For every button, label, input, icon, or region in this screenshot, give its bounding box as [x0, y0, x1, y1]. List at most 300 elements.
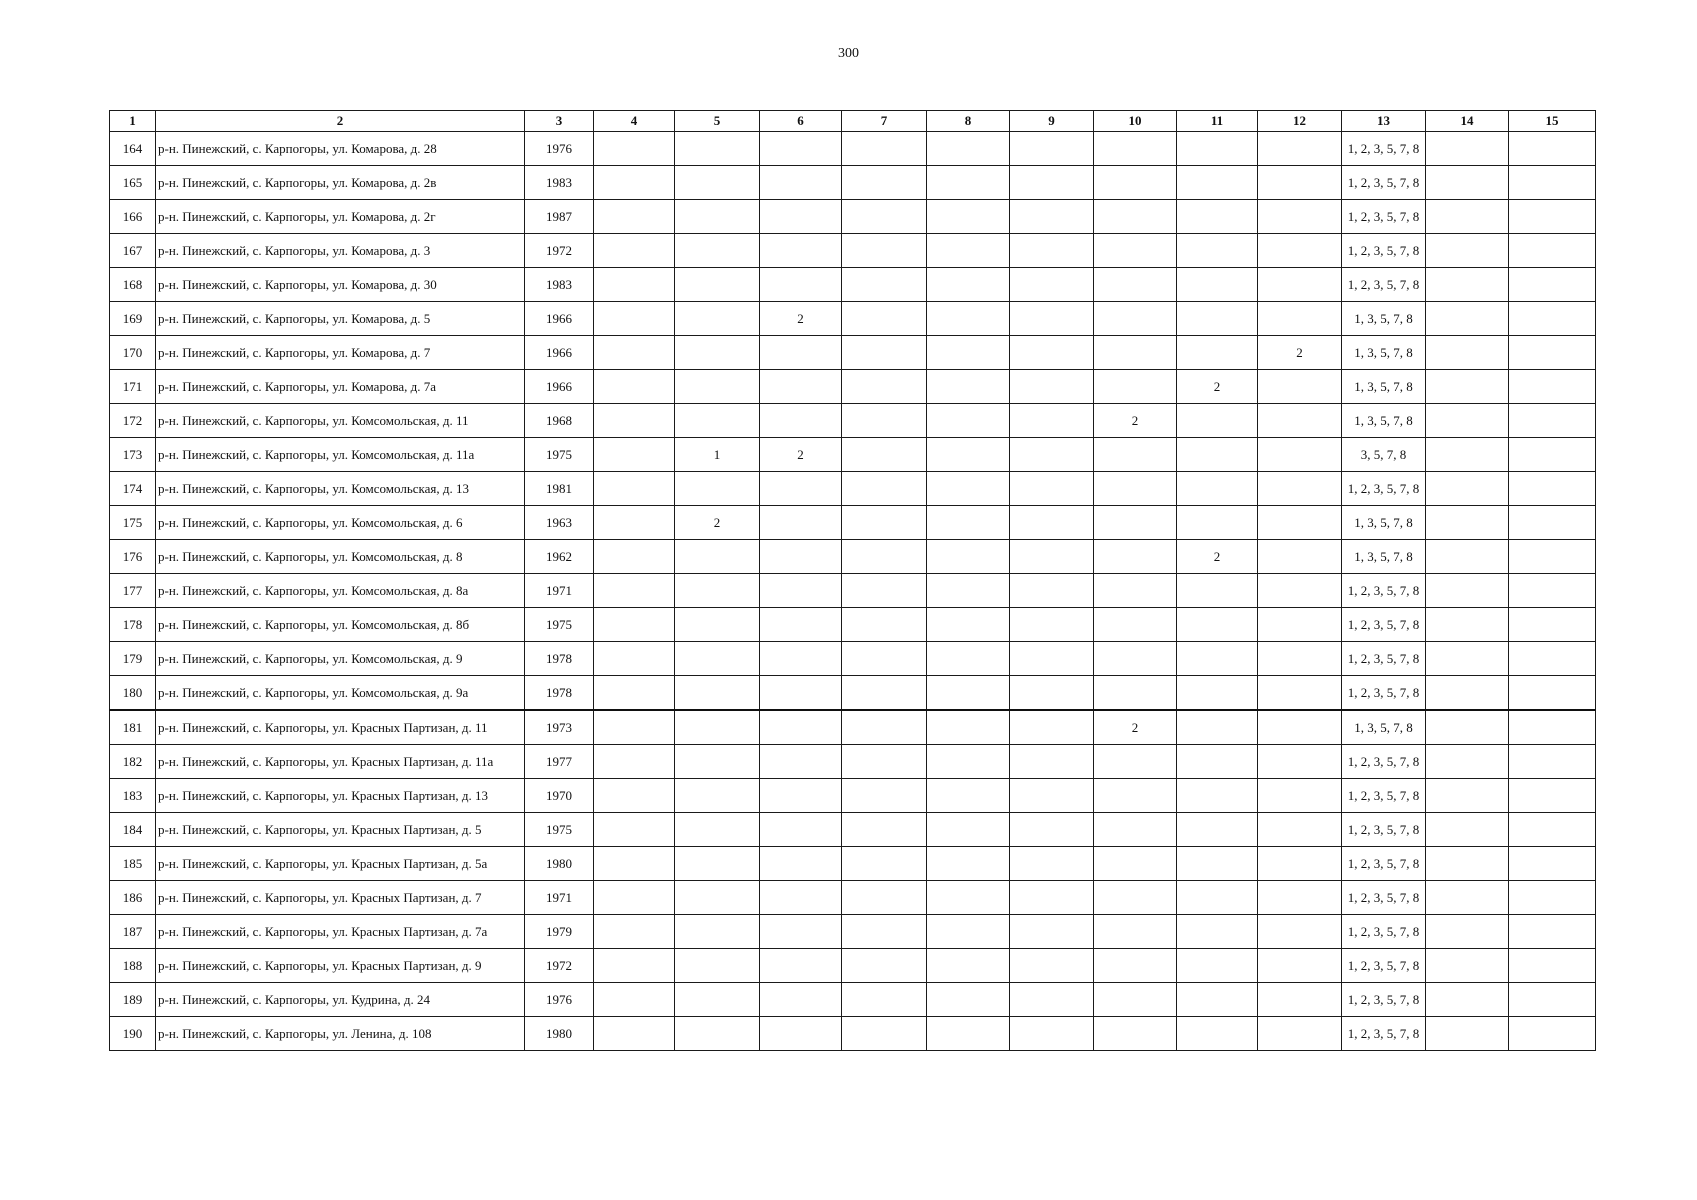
value-cell: [1426, 166, 1509, 200]
year-cell: 1970: [525, 779, 594, 813]
value-cell: [760, 200, 842, 234]
codes-cell: 1, 2, 3, 5, 7, 8: [1342, 881, 1426, 915]
value-cell: [1177, 438, 1258, 472]
address-cell: р-н. Пинежский, с. Карпогоры, ул. Комарова, д. 30: [156, 268, 525, 302]
value-cell: [1010, 132, 1094, 166]
address-cell: р-н. Пинежский, с. Карпогоры, ул. Красных Партизан, д. 11: [156, 710, 525, 745]
value-cell: [1177, 336, 1258, 370]
value-cell: [842, 608, 927, 642]
value-cell: [1509, 676, 1596, 711]
value-cell: [1010, 472, 1094, 506]
value-cell: [1426, 438, 1509, 472]
value-cell: [1177, 881, 1258, 915]
value-cell: [1094, 438, 1177, 472]
value-cell: [927, 336, 1010, 370]
value-cell: [594, 370, 675, 404]
value-cell: [1258, 540, 1342, 574]
value-cell: [594, 132, 675, 166]
row-number-cell: 175: [110, 506, 156, 540]
value-cell: [1010, 540, 1094, 574]
value-cell: [760, 472, 842, 506]
value-cell: [1258, 915, 1342, 949]
value-cell: [1426, 472, 1509, 506]
value-cell: [1509, 745, 1596, 779]
value-cell: [927, 540, 1010, 574]
value-cell: [594, 302, 675, 336]
value-cell: [594, 813, 675, 847]
row-number-cell: 190: [110, 1017, 156, 1051]
value-cell: [594, 268, 675, 302]
value-cell: [1094, 847, 1177, 881]
value-cell: [927, 949, 1010, 983]
value-cell: [1509, 983, 1596, 1017]
table-row: [110, 642, 1596, 676]
value-cell: [1509, 540, 1596, 574]
value-cell: [1426, 540, 1509, 574]
value-cell: [1177, 574, 1258, 608]
codes-cell: 1, 3, 5, 7, 8: [1342, 370, 1426, 404]
value-cell: [1258, 302, 1342, 336]
table-row: [110, 336, 1596, 370]
table-row: [110, 132, 1596, 166]
year-cell: 1976: [525, 132, 594, 166]
value-cell: [1010, 370, 1094, 404]
value-cell: [675, 813, 760, 847]
value-cell: [1258, 608, 1342, 642]
value-cell: [1010, 710, 1094, 745]
value-cell: [1094, 608, 1177, 642]
value-cell: [1258, 268, 1342, 302]
table-row: [110, 915, 1596, 949]
value-cell: [675, 574, 760, 608]
year-cell: 1976: [525, 983, 594, 1017]
codes-cell: 1, 2, 3, 5, 7, 8: [1342, 676, 1426, 711]
value-cell: [594, 779, 675, 813]
value-cell: [927, 676, 1010, 711]
table-row: [110, 540, 1596, 574]
value-cell: [1177, 404, 1258, 438]
value-cell: [1010, 608, 1094, 642]
value-cell: [927, 881, 1010, 915]
value-cell: [1094, 302, 1177, 336]
year-cell: 1972: [525, 949, 594, 983]
value-cell: [842, 506, 927, 540]
value-cell: [1094, 949, 1177, 983]
value-cell: [1094, 370, 1177, 404]
value-cell: [927, 472, 1010, 506]
value-cell: [594, 710, 675, 745]
header-row: [110, 111, 1596, 132]
value-cell: [675, 949, 760, 983]
value-cell: [927, 166, 1010, 200]
value-cell: [1177, 949, 1258, 983]
value-cell: [760, 881, 842, 915]
value-cell: [1509, 268, 1596, 302]
row-number-cell: 168: [110, 268, 156, 302]
value-cell: [1426, 268, 1509, 302]
column-header: 6: [760, 111, 842, 132]
value-cell: [1258, 404, 1342, 438]
value-cell: [675, 676, 760, 711]
value-cell: [1010, 983, 1094, 1017]
value-cell: [1258, 813, 1342, 847]
value-cell: [842, 336, 927, 370]
value-cell: [1509, 1017, 1596, 1051]
table-row: [110, 881, 1596, 915]
value-cell: 2: [675, 506, 760, 540]
row-number-cell: 176: [110, 540, 156, 574]
codes-cell: 1, 3, 5, 7, 8: [1342, 404, 1426, 438]
codes-cell: 1, 2, 3, 5, 7, 8: [1342, 983, 1426, 1017]
value-cell: [1177, 200, 1258, 234]
value-cell: [1426, 813, 1509, 847]
year-cell: 1968: [525, 404, 594, 438]
value-cell: [594, 200, 675, 234]
value-cell: [1094, 983, 1177, 1017]
year-cell: 1981: [525, 472, 594, 506]
address-cell: р-н. Пинежский, с. Карпогоры, ул. Комсомольская, д. 9а: [156, 676, 525, 711]
codes-cell: 1, 2, 3, 5, 7, 8: [1342, 234, 1426, 268]
value-cell: 2: [1258, 336, 1342, 370]
value-cell: [1094, 166, 1177, 200]
value-cell: [594, 676, 675, 711]
address-cell: р-н. Пинежский, с. Карпогоры, ул. Комсомольская, д. 9: [156, 642, 525, 676]
value-cell: [760, 847, 842, 881]
value-cell: [760, 574, 842, 608]
value-cell: [675, 472, 760, 506]
value-cell: [1094, 574, 1177, 608]
value-cell: [1177, 915, 1258, 949]
year-cell: 1973: [525, 710, 594, 745]
codes-cell: 1, 2, 3, 5, 7, 8: [1342, 166, 1426, 200]
value-cell: [1094, 336, 1177, 370]
value-cell: [842, 847, 927, 881]
value-cell: [760, 608, 842, 642]
address-cell: р-н. Пинежский, с. Карпогоры, ул. Кудрина, д. 24: [156, 983, 525, 1017]
table-row: [110, 302, 1596, 336]
value-cell: [594, 438, 675, 472]
year-cell: 1980: [525, 1017, 594, 1051]
value-cell: [1426, 404, 1509, 438]
value-cell: [760, 813, 842, 847]
value-cell: [675, 745, 760, 779]
address-cell: р-н. Пинежский, с. Карпогоры, ул. Красных Партизан, д. 5: [156, 813, 525, 847]
value-cell: 2: [1094, 404, 1177, 438]
value-cell: [927, 642, 1010, 676]
value-cell: [760, 779, 842, 813]
year-cell: 1983: [525, 166, 594, 200]
value-cell: [1094, 915, 1177, 949]
value-cell: [842, 268, 927, 302]
row-number-cell: 186: [110, 881, 156, 915]
value-cell: [760, 336, 842, 370]
row-number-cell: 178: [110, 608, 156, 642]
row-number-cell: 169: [110, 302, 156, 336]
column-header: 4: [594, 111, 675, 132]
value-cell: 2: [760, 302, 842, 336]
value-cell: [927, 268, 1010, 302]
value-cell: [760, 676, 842, 711]
value-cell: [1426, 676, 1509, 711]
table-row: [110, 676, 1596, 711]
value-cell: [760, 268, 842, 302]
value-cell: 2: [1177, 540, 1258, 574]
value-cell: [1177, 268, 1258, 302]
value-cell: [760, 234, 842, 268]
value-cell: [1509, 200, 1596, 234]
codes-cell: 1, 2, 3, 5, 7, 8: [1342, 268, 1426, 302]
codes-cell: 1, 3, 5, 7, 8: [1342, 336, 1426, 370]
codes-cell: 1, 2, 3, 5, 7, 8: [1342, 1017, 1426, 1051]
value-cell: [1177, 1017, 1258, 1051]
value-cell: [1258, 166, 1342, 200]
value-cell: [675, 336, 760, 370]
address-cell: р-н. Пинежский, с. Карпогоры, ул. Комсомольская, д. 6: [156, 506, 525, 540]
value-cell: [1258, 676, 1342, 711]
address-cell: р-н. Пинежский, с. Карпогоры, ул. Красных Партизан, д. 5а: [156, 847, 525, 881]
value-cell: [594, 983, 675, 1017]
value-cell: [1426, 779, 1509, 813]
value-cell: [1010, 1017, 1094, 1051]
year-cell: 1971: [525, 574, 594, 608]
value-cell: [1426, 847, 1509, 881]
value-cell: [1094, 1017, 1177, 1051]
value-cell: [1177, 608, 1258, 642]
value-cell: [1010, 234, 1094, 268]
value-cell: [842, 676, 927, 711]
value-cell: [675, 779, 760, 813]
address-cell: р-н. Пинежский, с. Карпогоры, ул. Комарова, д. 2г: [156, 200, 525, 234]
value-cell: [1426, 200, 1509, 234]
value-cell: [1509, 336, 1596, 370]
value-cell: [842, 813, 927, 847]
value-cell: [1177, 166, 1258, 200]
row-number-cell: 189: [110, 983, 156, 1017]
value-cell: [760, 710, 842, 745]
value-cell: [1010, 574, 1094, 608]
value-cell: [1094, 881, 1177, 915]
value-cell: [1010, 336, 1094, 370]
value-cell: [1426, 745, 1509, 779]
row-number-cell: 188: [110, 949, 156, 983]
value-cell: [1258, 881, 1342, 915]
value-cell: [842, 472, 927, 506]
year-cell: 1978: [525, 642, 594, 676]
value-cell: [1177, 132, 1258, 166]
value-cell: [760, 949, 842, 983]
codes-cell: 1, 2, 3, 5, 7, 8: [1342, 608, 1426, 642]
row-number-cell: 172: [110, 404, 156, 438]
year-cell: 1979: [525, 915, 594, 949]
value-cell: [842, 540, 927, 574]
value-cell: [1426, 710, 1509, 745]
codes-cell: 1, 2, 3, 5, 7, 8: [1342, 745, 1426, 779]
year-cell: 1966: [525, 336, 594, 370]
value-cell: [594, 404, 675, 438]
value-cell: [1010, 847, 1094, 881]
value-cell: [1258, 847, 1342, 881]
value-cell: [1010, 779, 1094, 813]
value-cell: [1509, 302, 1596, 336]
year-cell: 1963: [525, 506, 594, 540]
value-cell: [594, 608, 675, 642]
table-row: [110, 506, 1596, 540]
value-cell: [1509, 234, 1596, 268]
value-cell: [1258, 574, 1342, 608]
value-cell: [594, 915, 675, 949]
row-number-cell: 179: [110, 642, 156, 676]
column-header: 9: [1010, 111, 1094, 132]
address-cell: р-н. Пинежский, с. Карпогоры, ул. Комарова, д. 7а: [156, 370, 525, 404]
value-cell: [842, 710, 927, 745]
column-header: 11: [1177, 111, 1258, 132]
address-cell: р-н. Пинежский, с. Карпогоры, ул. Красных Партизан, д. 11а: [156, 745, 525, 779]
year-cell: 1987: [525, 200, 594, 234]
value-cell: [1094, 745, 1177, 779]
value-cell: [675, 302, 760, 336]
year-cell: 1978: [525, 676, 594, 711]
value-cell: [594, 642, 675, 676]
value-cell: [1509, 166, 1596, 200]
row-number-cell: 181: [110, 710, 156, 745]
row-number-cell: 165: [110, 166, 156, 200]
year-cell: 1980: [525, 847, 594, 881]
row-number-cell: 171: [110, 370, 156, 404]
value-cell: [842, 404, 927, 438]
value-cell: [594, 166, 675, 200]
value-cell: [927, 813, 1010, 847]
value-cell: [927, 370, 1010, 404]
value-cell: [842, 1017, 927, 1051]
table-row: [110, 574, 1596, 608]
value-cell: [1010, 200, 1094, 234]
value-cell: [1509, 472, 1596, 506]
year-cell: 1983: [525, 268, 594, 302]
value-cell: [1177, 676, 1258, 711]
value-cell: [927, 710, 1010, 745]
value-cell: [1258, 1017, 1342, 1051]
table-row: [110, 949, 1596, 983]
value-cell: [1094, 472, 1177, 506]
value-cell: [842, 983, 927, 1017]
column-header: 14: [1426, 111, 1509, 132]
value-cell: [927, 1017, 1010, 1051]
row-number-cell: 166: [110, 200, 156, 234]
codes-cell: 1, 3, 5, 7, 8: [1342, 506, 1426, 540]
value-cell: [760, 404, 842, 438]
row-number-cell: 184: [110, 813, 156, 847]
value-cell: [675, 370, 760, 404]
codes-cell: 1, 3, 5, 7, 8: [1342, 302, 1426, 336]
value-cell: [927, 438, 1010, 472]
value-cell: [760, 370, 842, 404]
value-cell: [1177, 779, 1258, 813]
value-cell: [927, 779, 1010, 813]
value-cell: [675, 268, 760, 302]
value-cell: [760, 506, 842, 540]
codes-cell: 1, 2, 3, 5, 7, 8: [1342, 132, 1426, 166]
column-header: 15: [1509, 111, 1596, 132]
value-cell: [760, 745, 842, 779]
value-cell: [1426, 642, 1509, 676]
value-cell: [842, 915, 927, 949]
value-cell: [594, 234, 675, 268]
value-cell: [1094, 779, 1177, 813]
value-cell: [675, 200, 760, 234]
codes-cell: 1, 2, 3, 5, 7, 8: [1342, 574, 1426, 608]
value-cell: [1094, 540, 1177, 574]
value-cell: 2: [1094, 710, 1177, 745]
year-cell: 1975: [525, 608, 594, 642]
value-cell: [1258, 506, 1342, 540]
value-cell: [927, 574, 1010, 608]
codes-cell: 1, 3, 5, 7, 8: [1342, 540, 1426, 574]
value-cell: [1258, 642, 1342, 676]
column-header: 2: [156, 111, 525, 132]
page-number: 300: [838, 46, 859, 61]
value-cell: [760, 166, 842, 200]
value-cell: [1010, 166, 1094, 200]
table-row: [110, 472, 1596, 506]
value-cell: [1258, 779, 1342, 813]
table-row: [110, 745, 1596, 779]
value-cell: [760, 642, 842, 676]
value-cell: [1509, 915, 1596, 949]
value-cell: [842, 302, 927, 336]
table-row: [110, 438, 1596, 472]
value-cell: [675, 132, 760, 166]
value-cell: [1177, 472, 1258, 506]
codes-cell: 1, 2, 3, 5, 7, 8: [1342, 779, 1426, 813]
value-cell: [1094, 506, 1177, 540]
address-cell: р-н. Пинежский, с. Карпогоры, ул. Красных Партизан, д. 7а: [156, 915, 525, 949]
value-cell: [1094, 132, 1177, 166]
value-cell: [1258, 132, 1342, 166]
value-cell: [842, 574, 927, 608]
value-cell: [1509, 370, 1596, 404]
value-cell: [1426, 370, 1509, 404]
year-cell: 1966: [525, 370, 594, 404]
value-cell: 1: [675, 438, 760, 472]
value-cell: [1258, 745, 1342, 779]
value-cell: [1509, 132, 1596, 166]
value-cell: [842, 132, 927, 166]
value-cell: [927, 506, 1010, 540]
value-cell: [675, 710, 760, 745]
row-number-cell: 183: [110, 779, 156, 813]
codes-cell: 1, 2, 3, 5, 7, 8: [1342, 200, 1426, 234]
value-cell: [760, 132, 842, 166]
value-cell: [927, 915, 1010, 949]
value-cell: [1094, 234, 1177, 268]
value-cell: [1094, 676, 1177, 711]
year-cell: 1966: [525, 302, 594, 336]
codes-cell: 1, 2, 3, 5, 7, 8: [1342, 813, 1426, 847]
value-cell: [1509, 506, 1596, 540]
row-number-cell: 173: [110, 438, 156, 472]
address-cell: р-н. Пинежский, с. Карпогоры, ул. Комсомольская, д. 11: [156, 404, 525, 438]
value-cell: [1010, 949, 1094, 983]
column-header: 5: [675, 111, 760, 132]
value-cell: [594, 574, 675, 608]
value-cell: [842, 642, 927, 676]
value-cell: [675, 166, 760, 200]
value-cell: [1010, 745, 1094, 779]
value-cell: [594, 1017, 675, 1051]
table-row: [110, 608, 1596, 642]
codes-cell: 3, 5, 7, 8: [1342, 438, 1426, 472]
codes-cell: 1, 2, 3, 5, 7, 8: [1342, 472, 1426, 506]
